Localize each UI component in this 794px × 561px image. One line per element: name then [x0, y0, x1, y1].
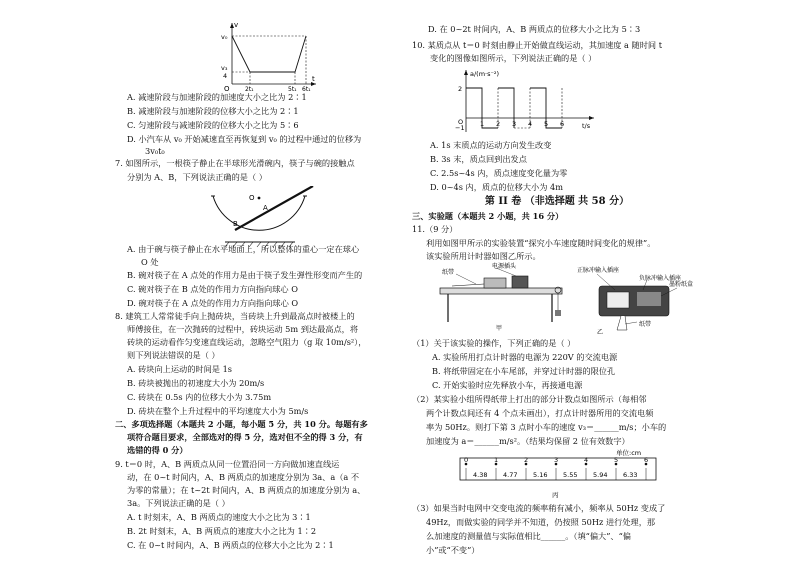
- tape-point-label-5: 5: [614, 456, 619, 464]
- at-xlabel: t/s: [582, 122, 591, 130]
- label-yi: 乙: [597, 329, 604, 336]
- vt-graph: [210, 20, 320, 92]
- at-tick-2: 2: [496, 120, 501, 128]
- vt-v0: v₀: [221, 33, 228, 41]
- q10-option-b: B. 3s 末，质点回到出发点: [430, 154, 527, 164]
- label-power-plug: 电源插头: [492, 263, 517, 270]
- vt-xlabel: t: [312, 75, 315, 83]
- q10-stem-2: 变化的图像如图所示，下列说法正确的是（ ）: [430, 53, 597, 63]
- bowl-figure: [205, 186, 315, 250]
- q10-option-c: C. 2.5s~4s 内，质点速度变化量为零: [430, 168, 568, 178]
- vt-origin: O: [224, 85, 230, 92]
- q8-option-d: D. 砖块在整个上升过程中的平均速度大小为 5m/s: [127, 406, 309, 416]
- q9-option-b: B. 2t 时刻末，A、B 两质点的速度大小之比为 1∶2: [127, 526, 317, 536]
- vt-t3: 6t₁: [302, 86, 311, 92]
- q6-option-a: A. 减速阶段与加速阶段的加速度大小之比为 2∶1: [127, 92, 307, 102]
- q9-stem-1: 9. t＝0 时，A、B 两质点从同一位置沿同一方向做加速直线运: [115, 459, 340, 469]
- part2-title: 第 II 卷 （非选择题 共 58 分）: [484, 196, 630, 207]
- tape-segment-2: 4.77: [503, 471, 518, 479]
- q9-stem-2: 动，在 0~t 时间内，A、B 两质点的加速度分别为 3a、a（a 不: [127, 472, 360, 482]
- q7-option-c: C. 碗对筷子在 B 点处的作用力方向指向球心 O: [127, 284, 298, 294]
- q6-option-c: C. 匀速阶段与减速阶段的位移大小之比为 5∶6: [127, 120, 299, 130]
- q11-intro-2: 该实验所用计时器如图乙所示。: [426, 251, 541, 261]
- apparatus-figure: [432, 262, 572, 332]
- multi-choice-header-1: 二、多项选择题（本题共 2 小题，每小题 5 分，共 10 分。每题有多: [115, 419, 368, 429]
- q11-part2-3: 率为 50Hz。则打下第 3 点时小车的速度 v₃＝______m/s；小车的: [426, 422, 667, 432]
- q11-number: 11.（9 分）: [412, 224, 458, 234]
- q8-option-c: C. 砖块在 0.5s 内的位移大小为 3.75m: [127, 392, 272, 402]
- label-tape-2: 纸带: [639, 321, 652, 328]
- q8-stem-1: 8. 建筑工人常常徒手向上抛砖块，当砖块上升到最高点时被楼上的: [115, 311, 355, 321]
- multi-choice-header-2: 项符合题目要求，全部选对的得 5 分，选对但不全的得 3 分，有: [127, 432, 363, 442]
- q9-option-a: A. t 时刻末，A、B 两质点的速度大小之比为 3∶1: [127, 512, 311, 522]
- vt-t2: 5t₁: [288, 86, 297, 92]
- q10-option-d: D. 0~4s 内，质点的位移大小为 4m: [430, 182, 564, 192]
- tape-figure: [452, 448, 662, 500]
- at-ypos: 2: [458, 85, 463, 93]
- q7-stem-1: 7. 如图所示，一根筷子静止在半球形光滑碗内，筷子与碗的接触点: [115, 158, 355, 168]
- vt-t1: 2t₁: [245, 86, 254, 92]
- bowl-label-b: B: [233, 220, 238, 228]
- tape-point-label-1: 1: [494, 456, 499, 464]
- at-yneg: −1: [455, 124, 465, 132]
- q11-part3-1: （3）如果当时电网中交变电流的频率稍有减小，频率从 50Hz 变成了: [412, 503, 666, 513]
- label-neg-pulse: 负脉冲输入插座: [639, 275, 682, 282]
- q8-stem-3: 砖块的运动看作匀变速直线运动，忽略空气阻力（g 取 10m/s²），: [127, 337, 367, 347]
- timer-figure: [577, 264, 702, 336]
- tape-segment-4: 5.55: [563, 471, 578, 479]
- at-ylabel: a/(m·s⁻²): [470, 70, 500, 78]
- at-tick-6: 6: [560, 120, 565, 128]
- q8-stem-2: 师傅接住，在一次抛砖的过程中，砖块运动 5m 到达最高点，将: [127, 324, 359, 334]
- q7-stem-2: 分别为 A、B，下列说法正确的是（ ）: [127, 172, 267, 182]
- q11-intro-1: 利用如图甲所示的实验装置“探究小车速度随时间变化的规律”。: [426, 238, 656, 248]
- tape-label: 丙: [552, 491, 559, 499]
- tape-point-label-2: 2: [524, 456, 529, 464]
- q8-stem-4: 则下列说法错误的是（ ）: [127, 350, 220, 360]
- q11-part1-option-c: C. 开始实验时应先释放小车，再接通电源: [432, 380, 583, 390]
- q11-part1-option-b: B. 将纸带固定在小车尾部，并穿过计时器的限位孔: [432, 366, 616, 376]
- q7-option-b: B. 碗对筷子在 A 点处的作用力是由于筷子发生弹性形变而产生的: [127, 270, 363, 280]
- at-tick-3: 3: [512, 120, 517, 128]
- q6-option-d: D. 小汽车从 v₀ 开始减速直至再恢复到 v₀ 的过程中通过的位移为: [127, 134, 362, 144]
- tape-segment-5: 5.94: [593, 471, 608, 479]
- vt-v3: v₃: [221, 64, 228, 72]
- q10-option-a: A. 1s 末质点的运动方向发生改变: [430, 140, 552, 150]
- multi-choice-header-3: 选错的得 0 分）: [127, 445, 188, 455]
- q8-option-b: B. 砖块被抛出的初速度大小为 20m/s: [127, 378, 265, 388]
- q11-part3-3: 么加速度的测量值与实际值相比______。（填“偏大”、“偏: [426, 531, 631, 541]
- q6-option-d-tail: 3v₀t₀: [145, 146, 165, 156]
- bowl-label-a: A: [263, 204, 268, 212]
- tape-segment-3: 5.16: [533, 471, 548, 479]
- tape-point-label-0: 0: [464, 456, 469, 464]
- q8-option-a: A. 砖块向上运动的时间是 1s: [127, 364, 233, 374]
- q11-part3-2: 49Hz，而做实验的同学并不知道，仍按照 50Hz 进行处理，那: [426, 517, 656, 527]
- q10-stem-1: 10. 某质点从 t＝0 时刻由静止开始做直线运动，其加速度 a 随时间 t: [412, 40, 662, 50]
- q11-part2-1: （2）某实验小组所得纸带上打出的部分计数点如图所示（每相邻: [412, 394, 647, 404]
- vt-4: 4: [223, 72, 228, 80]
- bowl-label-o: O: [249, 194, 255, 202]
- label-tape: 纸带: [442, 269, 455, 276]
- label-ink-box: 墨粉纸盒: [669, 281, 694, 288]
- q11-part2-2: 两个计数点间还有 4 个点未画出），打点计时器所用的交流电频: [426, 408, 654, 418]
- tape-segment-6: 6.33: [623, 471, 638, 479]
- vt-ylabel: v: [234, 21, 239, 29]
- q9-option-c: C. 在 0~t 时间内，A、B 两质点的位移大小之比为 2∶1: [127, 540, 334, 550]
- label-jia: 甲: [496, 325, 503, 332]
- tape-point-label-4: 4: [584, 456, 589, 464]
- at-tick-5: 5: [544, 120, 549, 128]
- q9-stem-4: 3a。下列说法正确的是（ ）: [127, 498, 230, 508]
- tape-unit: 单位:cm: [616, 449, 642, 457]
- experiment-header: 三、实验题（本题共 2 小题，共 16 分）: [412, 211, 564, 221]
- q7-option-d: D. 碗对筷子在 A 点处的作用力方向指向球心 O: [127, 298, 299, 308]
- at-graph: [452, 66, 602, 136]
- q11-part1-option-a: A. 实验所用打点计时器的电源为 220V 的交流电源: [432, 352, 618, 362]
- q7-option-a: A. 由于碗与筷子静止在水平地面上，所以整体的重心一定在球心: [127, 244, 360, 254]
- at-origin: O: [458, 118, 464, 126]
- q9-option-d: D. 在 0~2t 时间内，A、B 两质点的位移大小之比为 5∶3: [428, 24, 641, 34]
- at-tick-1: 1: [480, 120, 485, 128]
- tape-point-label-6: 6: [644, 456, 649, 464]
- tape-segment-1: 4.38: [473, 471, 488, 479]
- at-tick-4: 4: [528, 120, 533, 128]
- q11-part3-4: 小”或“不变”）: [426, 545, 480, 555]
- q6-option-b: B. 减速阶段与加速阶段的位移大小之比为 2∶1: [127, 106, 299, 116]
- q9-stem-3: 为零的常量）；在 t~2t 时间内，A、B 两质点的加速度分别为 a、: [127, 485, 366, 495]
- tape-point-label-3: 3: [554, 456, 559, 464]
- q11-part2-4: 加速度为 a＝______m/s²。（结果均保留 2 位有效数字）: [426, 436, 630, 446]
- label-pulse-in: 正脉冲输入插座: [577, 267, 620, 274]
- q11-part1: （1）关于该实验的操作，下列正确的是（ ）: [412, 338, 576, 348]
- q7-option-a-cont: O 处: [141, 257, 159, 267]
